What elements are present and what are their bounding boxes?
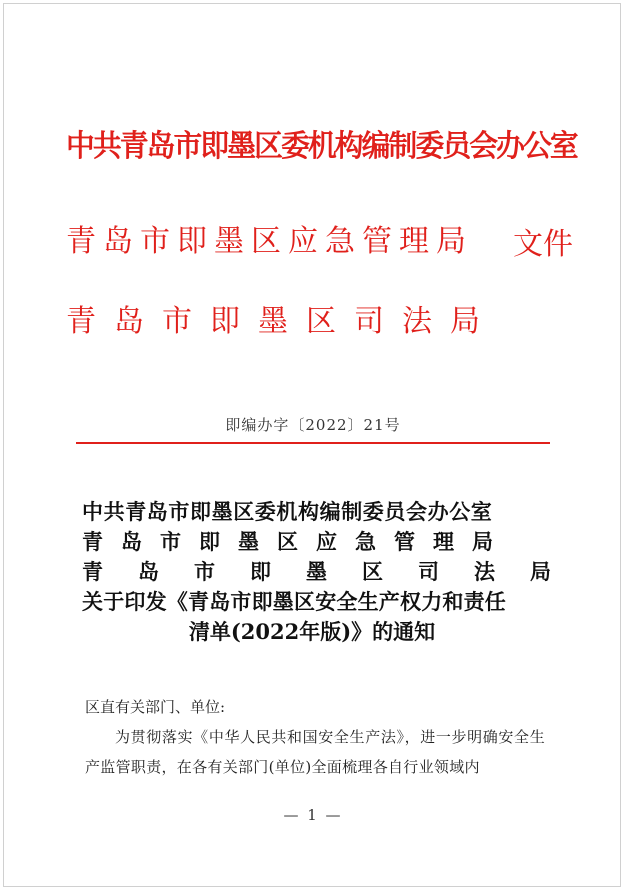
title-line: 中共青岛市即墨区委机构编制委员会办公室 [82,499,493,524]
document-suffix: 文件 [513,227,573,262]
title-line: 青岛市即墨区应急管理局 [82,529,511,554]
red-separator-line [76,442,550,444]
document-number: 即编办字〔2022〕21号 [225,416,401,434]
body-paragraph: 为贯彻落实《中华人民共和国安全生产法》，进一步明确安全生产监管职责，在各有关部门(单位)全面梳理各自行业领域内 [85,728,545,776]
document-title [82,497,586,647]
title-line: 关于印发《青岛市即墨区安全生产权力和责任 [82,589,506,614]
issuer-line-1: 中共青岛市即墨区委机构编制委员会办公室 [66,129,577,164]
issuer-block [66,216,576,346]
page-number: — 1 — [283,806,343,824]
title-line: 青岛市即墨区司法局 [82,559,586,584]
document-body [85,692,545,782]
title-line: 清单(2022年版)》的通知 [188,619,436,644]
issuer-line-2: 青岛市即墨区应急管理局 [66,224,473,259]
salutation: 区直有关部门、单位: [85,698,226,716]
issuer-line-3: 青岛市即墨区司法局 [66,304,498,339]
